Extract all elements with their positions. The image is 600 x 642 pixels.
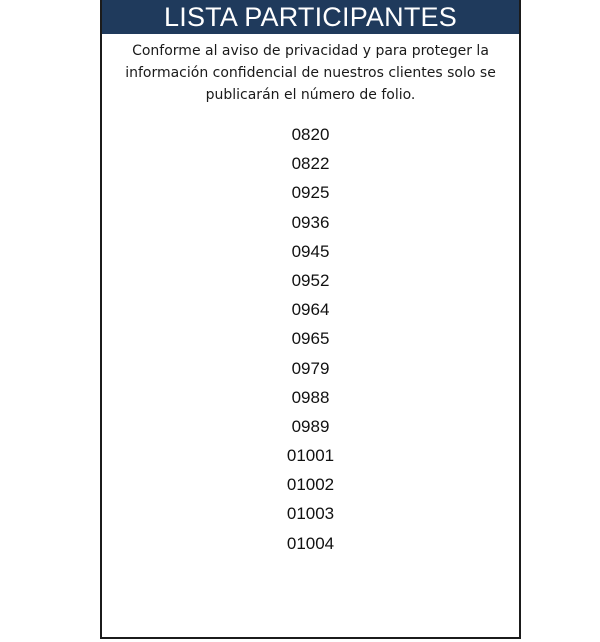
folio-item: 0964 (291, 300, 330, 320)
folio-item: 0965 (291, 329, 330, 349)
folio-item: 0989 (291, 416, 330, 436)
privacy-notice: Conforme al aviso de privacidad y para proteger la información confidencial de nuestros clientes solo se publicarán el número de folio. (125, 43, 496, 103)
folio-item: 0822 (291, 154, 330, 174)
page-title: LISTA PARTICIPANTES (102, 0, 519, 34)
participants-panel (100, 0, 521, 639)
folio-item: 01003 (286, 504, 335, 524)
folio-list (102, 120, 519, 558)
folio-item: 01001 (286, 446, 335, 466)
folio-item: 0988 (291, 387, 330, 407)
folio-item: 0936 (291, 212, 330, 232)
folio-item: 0945 (291, 241, 330, 261)
folio-item: 0925 (291, 183, 330, 203)
folio-item: 0952 (291, 270, 330, 290)
folio-item: 0979 (291, 358, 330, 378)
folio-item: 01002 (286, 475, 335, 495)
folio-item: 01004 (286, 533, 335, 553)
folio-item: 0820 (291, 125, 330, 144)
